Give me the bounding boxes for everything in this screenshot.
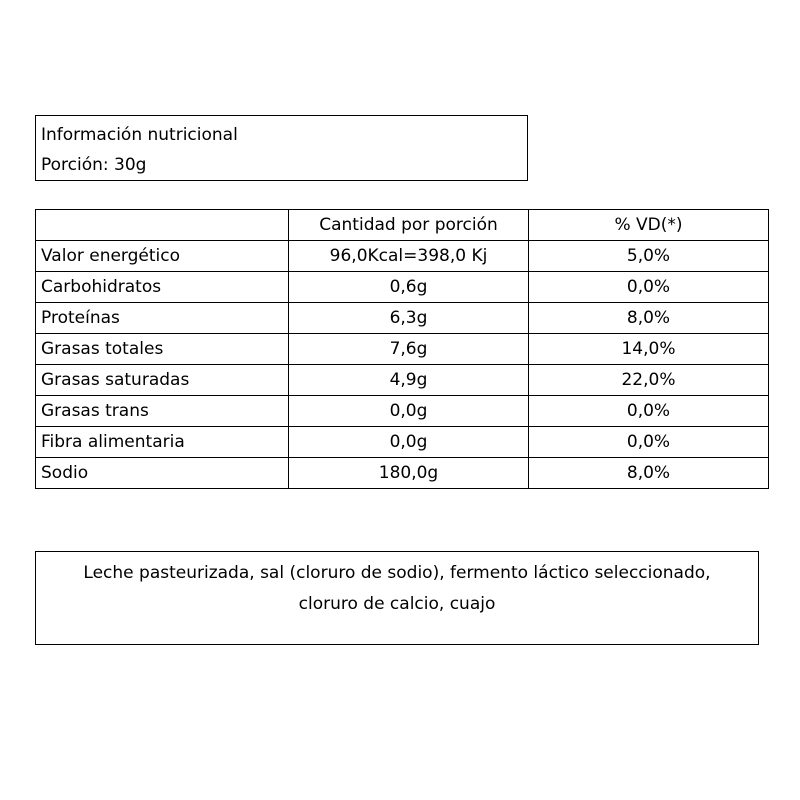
nutrition-table	[35, 209, 769, 489]
column-header-amount: Cantidad por porción	[289, 210, 529, 241]
nutrient-amount: 7,6g	[289, 334, 529, 365]
nutrition-info-header	[35, 115, 528, 181]
table-row	[36, 365, 769, 396]
table-row	[36, 303, 769, 334]
nutrient-daily-value: 22,0%	[529, 365, 769, 396]
nutrient-name: Carbohidratos	[36, 272, 289, 303]
nutrient-daily-value: 8,0%	[529, 458, 769, 489]
nutrient-amount: 4,9g	[289, 365, 529, 396]
nutrient-name: Valor energético	[36, 241, 289, 272]
nutrient-daily-value: 0,0%	[529, 427, 769, 458]
nutrient-amount: 0,0g	[289, 427, 529, 458]
nutrient-daily-value: 0,0%	[529, 272, 769, 303]
nutrient-amount: 180,0g	[289, 458, 529, 489]
nutrient-amount: 0,0g	[289, 396, 529, 427]
table-row	[36, 458, 769, 489]
nutrient-daily-value: 5,0%	[529, 241, 769, 272]
nutrient-amount: 96,0Kcal=398,0 Kj	[289, 241, 529, 272]
table-row	[36, 396, 769, 427]
nutrient-name: Grasas totales	[36, 334, 289, 365]
table-row	[36, 334, 769, 365]
ingredients-line: Leche pasteurizada, sal (cloruro de sodio), fermento láctico seleccionado,	[83, 563, 711, 583]
table-row	[36, 241, 769, 272]
column-header-daily-value: % VD(*)	[529, 210, 769, 241]
nutrient-name: Grasas saturadas	[36, 365, 289, 396]
nutrient-name: Fibra alimentaria	[36, 427, 289, 458]
nutrient-amount: 0,6g	[289, 272, 529, 303]
nutrient-daily-value: 0,0%	[529, 396, 769, 427]
table-header-row	[36, 210, 769, 241]
nutrient-name: Proteínas	[36, 303, 289, 334]
nutrient-name: Sodio	[36, 458, 289, 489]
column-header-nutrient	[36, 210, 289, 241]
table-row	[36, 427, 769, 458]
portion-size: Porción: 30g	[41, 155, 147, 175]
nutrition-title: Información nutricional	[41, 125, 238, 145]
nutrient-daily-value: 14,0%	[529, 334, 769, 365]
table-row	[36, 272, 769, 303]
nutrient-daily-value: 8,0%	[529, 303, 769, 334]
nutrient-name: Grasas trans	[36, 396, 289, 427]
ingredients-box	[35, 551, 759, 645]
nutrient-amount: 6,3g	[289, 303, 529, 334]
ingredients-line: cloruro de calcio, cuajo	[298, 594, 496, 614]
